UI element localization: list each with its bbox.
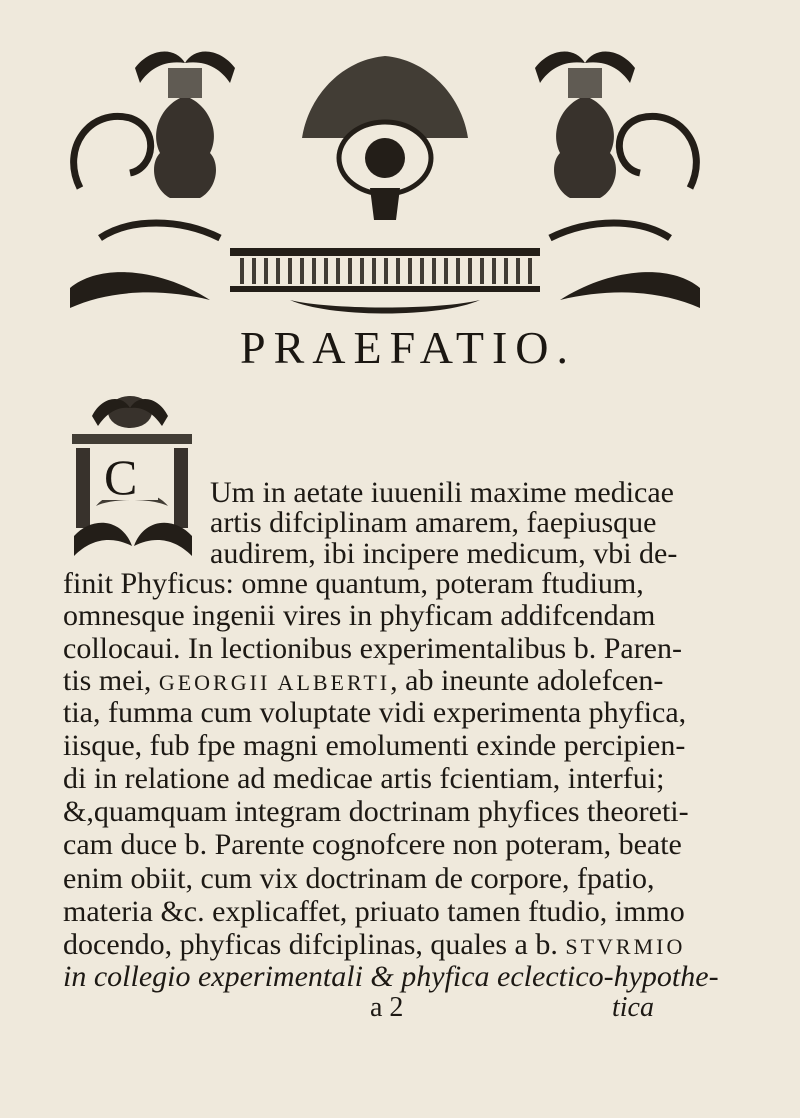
- text-line-14: materia &c. explicaffet, priuato tamen ftudio, immo: [63, 895, 685, 928]
- text-line-11: &,quamquam integram doctrinam phyfices theoreti-: [63, 795, 689, 828]
- text-line-7-before: tis mei,: [63, 664, 159, 697]
- ornamental-headpiece: [40, 38, 730, 320]
- name-stvrmio: STVRMIO: [565, 934, 686, 959]
- text-line-8: tia, fumma cum voluptate vidi experimenta phyfica,: [63, 696, 687, 729]
- catchword: tica: [612, 992, 654, 1023]
- text-line-16: in collegio experimentali & phyfica eclectico-hypothe-: [63, 960, 719, 993]
- decorated-initial: [62, 386, 204, 564]
- text-line-15-before: docendo, phyficas difciplinas, quales a b.: [63, 928, 566, 961]
- text-line-1: Um in aetate iuuenili maxime medicae: [210, 476, 674, 509]
- text-line-5: omnesque ingenii vires in phyficam addifcendam: [63, 599, 656, 632]
- page-title: PRAEFATIO.: [239, 322, 576, 373]
- text-line-10: di in relatione ad medicae artis fcientiam, interfui;: [63, 762, 665, 795]
- text-line-7: [63, 664, 663, 698]
- text-line-12: cam duce b. Parente cognofcere non poteram, beate: [63, 828, 682, 861]
- text-line-2: artis difciplinam amarem, faepiusque: [210, 506, 657, 539]
- text-line-9: iisque, fub fpe magni emolumenti exinde percipien-: [63, 729, 686, 762]
- text-line-3: audirem, ibi incipere medicum, vbi de-: [210, 537, 678, 570]
- text-line-4: finit Phyficus: omne quantum, poteram ftudium,: [63, 567, 644, 600]
- text-line-7-after: , ab ineunte adolefcen-: [390, 664, 664, 697]
- text-line-13: enim obiit, cum vix doctrinam de corpore, fpatio,: [63, 862, 655, 895]
- text-line-15: [63, 928, 685, 962]
- text-line-6: collocaui. In lectionibus experimentalibus b. Paren-: [63, 632, 682, 665]
- name-georgii-alberti: GEORGII ALBERTI: [158, 670, 391, 695]
- signature-mark: a 2: [370, 992, 404, 1023]
- initial-letter: C: [104, 449, 138, 505]
